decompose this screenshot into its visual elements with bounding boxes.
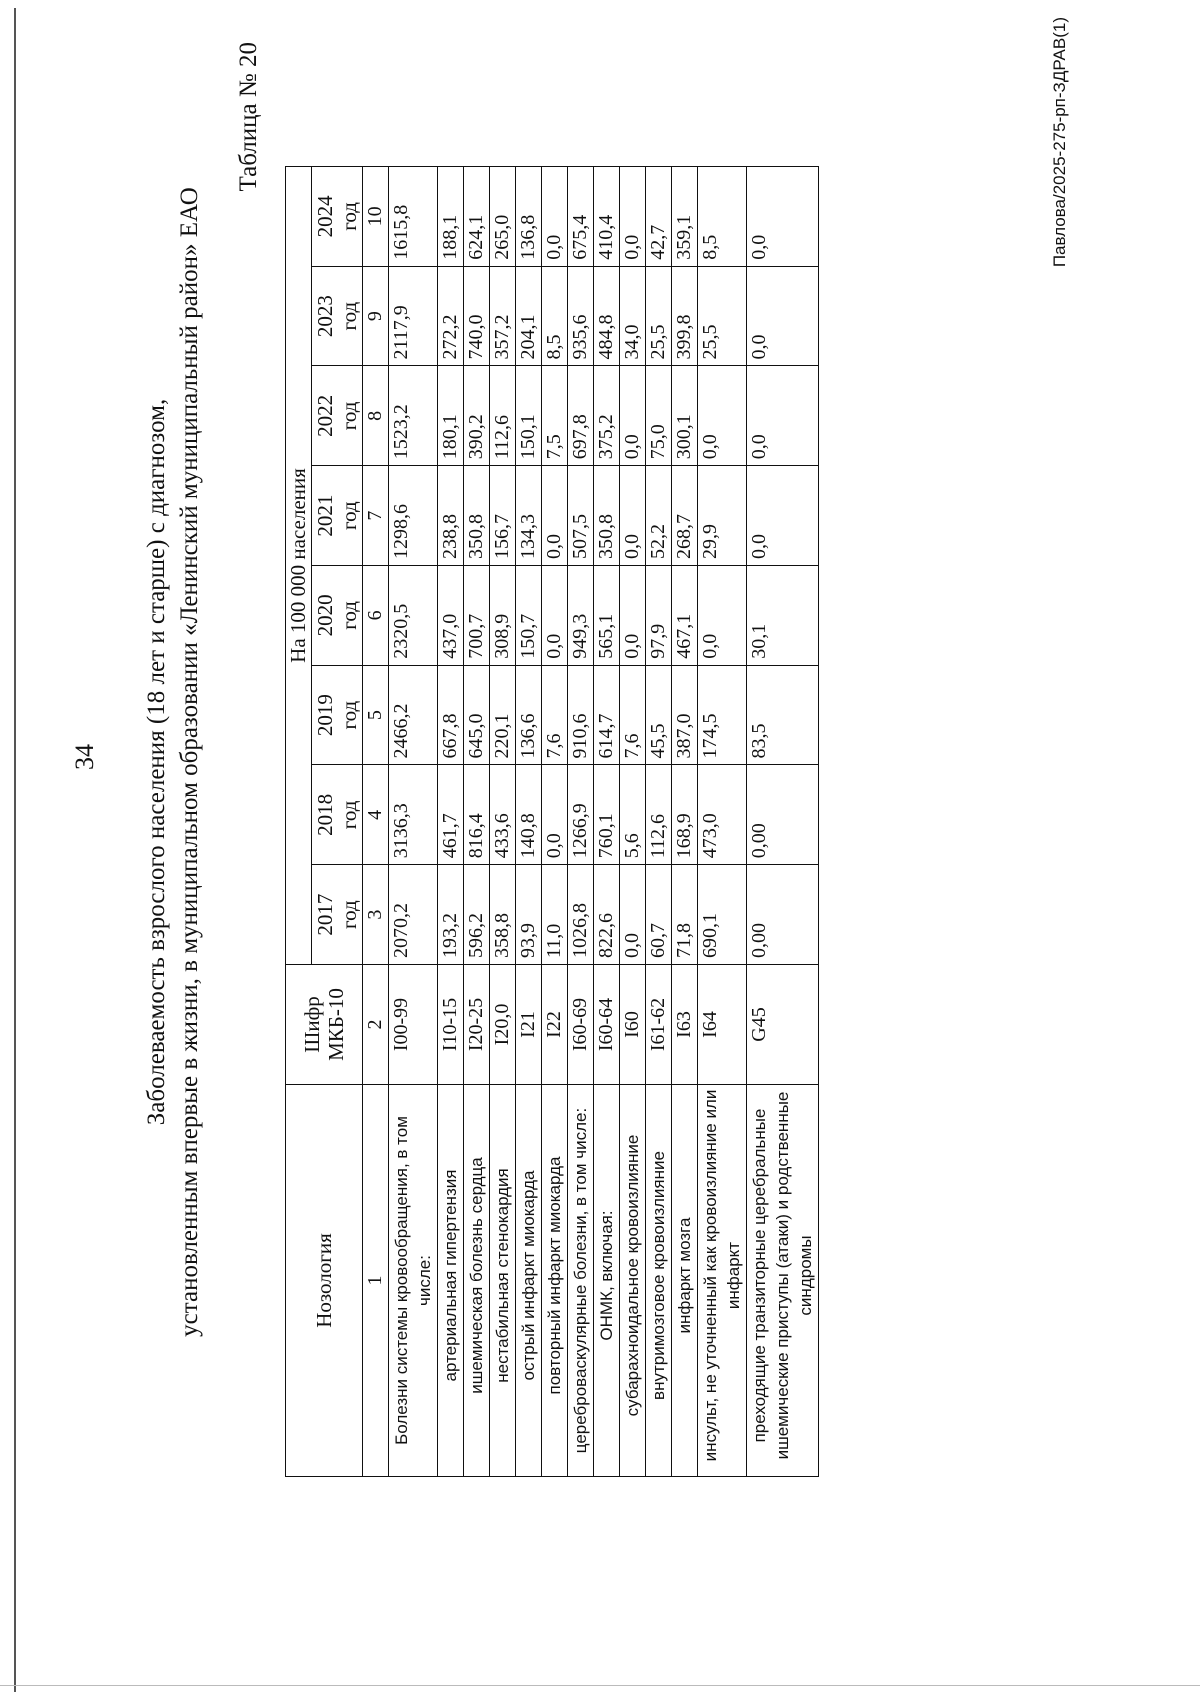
row-value: 1523,2 (389, 366, 438, 466)
row-nosology: цереброваскулярные болезни, в том числе: (568, 1085, 594, 1477)
table-row (620, 166, 646, 1476)
column-number-cell: 2 (363, 965, 389, 1085)
row-icd-code: I61-62 (646, 965, 672, 1085)
row-value: 42,7 (646, 166, 672, 266)
row-value: 700,7 (464, 566, 490, 666)
row-value: 174,5 (698, 665, 747, 765)
row-value: 697,8 (568, 366, 594, 466)
row-value: 204,1 (516, 266, 542, 366)
header-year-suffix: год (337, 501, 361, 530)
title-line-1: Заболеваемость взрослого населения (18 лет и старше) с диагнозом, (143, 398, 170, 1126)
header-year (312, 765, 363, 865)
header-year (312, 466, 363, 566)
row-value: 816,4 (464, 765, 490, 865)
row-value: 180,1 (438, 366, 464, 466)
header-year-suffix: год (337, 700, 361, 730)
row-icd-code: I60 (620, 965, 646, 1085)
row-value: 238,8 (438, 466, 464, 566)
row-value: 359,1 (672, 166, 698, 266)
row-value: 220,1 (490, 665, 516, 765)
row-value: 1026,8 (568, 865, 594, 965)
header-year-value: 2024 (313, 195, 337, 238)
row-value: 7,6 (620, 665, 646, 765)
row-value: 357,2 (490, 266, 516, 366)
column-number-cell: 3 (363, 865, 389, 965)
table-row (490, 166, 516, 1476)
row-value: 350,8 (464, 466, 490, 566)
row-value: 375,2 (594, 366, 620, 466)
header-row-group (286, 166, 312, 1476)
row-value: 614,7 (594, 665, 620, 765)
row-value: 156,7 (490, 466, 516, 566)
row-value: 387,0 (672, 665, 698, 765)
row-nosology: нестабильная стенокардия (490, 1085, 516, 1477)
row-value: 34,0 (620, 266, 646, 366)
header-row-numbers (363, 166, 389, 1476)
row-value: 507,5 (568, 466, 594, 566)
row-value: 433,6 (490, 765, 516, 865)
row-value: 624,1 (464, 166, 490, 266)
row-value: 822,6 (594, 865, 620, 965)
row-value: 193,2 (438, 865, 464, 965)
row-value: 268,7 (672, 466, 698, 566)
header-year-value: 2021 (313, 494, 337, 537)
column-number-cell: 7 (363, 466, 389, 566)
row-value: 0,0 (542, 765, 568, 865)
header-year-value: 2020 (313, 594, 337, 637)
row-value: 2466,2 (389, 665, 438, 765)
row-value: 0,0 (542, 166, 568, 266)
row-icd-code: I64 (698, 965, 747, 1085)
table-row (594, 166, 620, 1476)
row-value: 29,9 (698, 466, 747, 566)
row-value: 11,0 (542, 865, 568, 965)
column-number-cell: 6 (363, 566, 389, 666)
document-title (140, 12, 206, 1512)
table-row (464, 166, 490, 1476)
row-value: 60,7 (646, 865, 672, 965)
row-icd-code: I21 (516, 965, 542, 1085)
row-value: 690,1 (698, 865, 747, 965)
table-row (389, 166, 438, 1476)
row-value: 565,1 (594, 566, 620, 666)
row-value: 358,8 (490, 865, 516, 965)
row-value: 740,0 (464, 266, 490, 366)
row-value: 935,6 (568, 266, 594, 366)
row-nosology: острый инфаркт миокарда (516, 1085, 542, 1477)
row-value: 410,4 (594, 166, 620, 266)
row-value: 675,4 (568, 166, 594, 266)
row-nosology: внутримозговое кровоизлияние (646, 1085, 672, 1477)
row-value: 350,8 (594, 466, 620, 566)
row-value: 71,8 (672, 865, 698, 965)
column-number-cell: 10 (363, 166, 389, 266)
header-year-value: 2018 (313, 793, 337, 836)
row-value: 136,8 (516, 166, 542, 266)
header-year (312, 366, 363, 466)
header-icd-code (286, 965, 363, 1085)
row-icd-code: I00-99 (389, 965, 438, 1085)
row-value: 112,6 (646, 765, 672, 865)
row-value: 473,0 (698, 765, 747, 865)
row-icd-code: G45 (747, 965, 819, 1085)
row-value: 188,1 (438, 166, 464, 266)
table-row (438, 166, 464, 1476)
row-value: 8,5 (698, 166, 747, 266)
row-value: 97,9 (646, 566, 672, 666)
row-nosology: инфаркт мозга (672, 1085, 698, 1477)
row-value: 7,5 (542, 366, 568, 466)
row-value: 910,6 (568, 665, 594, 765)
header-year-suffix: год (337, 601, 361, 630)
row-value: 467,1 (672, 566, 698, 666)
row-value: 0,0 (620, 466, 646, 566)
table-row (698, 166, 747, 1476)
row-value: 75,0 (646, 366, 672, 466)
row-value: 52,2 (646, 466, 672, 566)
row-value: 0,0 (620, 566, 646, 666)
row-value: 0,0 (747, 266, 819, 366)
row-value: 0,00 (747, 765, 819, 865)
row-value: 168,9 (672, 765, 698, 865)
row-value: 0,0 (747, 466, 819, 566)
header-nosology: Нозология (286, 1085, 363, 1477)
row-value: 3136,3 (389, 765, 438, 865)
row-value: 760,1 (594, 765, 620, 865)
header-year (312, 865, 363, 965)
row-value: 93,9 (516, 865, 542, 965)
row-value: 134,3 (516, 466, 542, 566)
column-number-cell: 1 (363, 1085, 389, 1477)
table-row (747, 166, 819, 1476)
header-year-suffix: год (337, 900, 361, 929)
header-year (312, 566, 363, 666)
row-nosology: преходящие транзиторные церебральные ишемические приступы (атаки) и родственные синдромы (747, 1085, 819, 1477)
row-value: 0,0 (698, 366, 747, 466)
row-value: 645,0 (464, 665, 490, 765)
row-value: 667,8 (438, 665, 464, 765)
row-value: 0,0 (620, 166, 646, 266)
row-value: 30,1 (747, 566, 819, 666)
row-value: 1266,9 (568, 765, 594, 865)
row-value: 136,6 (516, 665, 542, 765)
row-value: 25,5 (646, 266, 672, 366)
row-value: 399,8 (672, 266, 698, 366)
row-icd-code: I63 (672, 965, 698, 1085)
header-year (312, 166, 363, 266)
row-icd-code: I10-15 (438, 965, 464, 1085)
row-value: 0,0 (620, 865, 646, 965)
row-value: 484,8 (594, 266, 620, 366)
row-nosology: повторный инфаркт миокарда (542, 1085, 568, 1477)
footer-code: Павлова/2025-275-рп-ЗДРАВ(1) (1050, 17, 1069, 268)
header-year-value: 2023 (313, 295, 337, 338)
row-value: 272,2 (438, 266, 464, 366)
row-value: 949,3 (568, 566, 594, 666)
row-value: 2320,5 (389, 566, 438, 666)
row-value: 83,5 (747, 665, 819, 765)
row-value: 390,2 (464, 366, 490, 466)
row-value: 0,0 (542, 466, 568, 566)
row-nosology: Болезни системы кровообращения, в том числе: (389, 1085, 438, 1477)
row-value: 461,7 (438, 765, 464, 865)
row-value: 0,0 (747, 366, 819, 466)
row-value: 2070,2 (389, 865, 438, 965)
header-year-value: 2022 (313, 394, 337, 437)
row-icd-code: I60-69 (568, 965, 594, 1085)
table-row (542, 166, 568, 1476)
row-icd-code: I22 (542, 965, 568, 1085)
table-row (568, 166, 594, 1476)
header-year-suffix: год (337, 301, 361, 331)
column-number-cell: 5 (363, 665, 389, 765)
row-nosology: инсульт, не уточненный как кровоизлияние или инфаркт (698, 1085, 747, 1477)
row-value: 265,0 (490, 166, 516, 266)
table-row (672, 166, 698, 1476)
row-nosology: ишемическая болезнь сердца (464, 1085, 490, 1477)
row-icd-code: I20-25 (464, 965, 490, 1085)
header-year-suffix: год (337, 800, 361, 830)
row-nosology: субарахноидальное кровоизлияние (620, 1085, 646, 1477)
row-value: 150,7 (516, 566, 542, 666)
row-value: 308,9 (490, 566, 516, 666)
row-value: 5,6 (620, 765, 646, 865)
row-value: 1615,8 (389, 166, 438, 266)
row-value: 2117,9 (389, 266, 438, 366)
header-icd-code-line2: МКБ-10 (324, 988, 348, 1061)
row-value: 0,0 (620, 366, 646, 466)
table-row (646, 166, 672, 1476)
header-year-suffix: год (337, 401, 361, 431)
row-value: 0,0 (747, 166, 819, 266)
page-number: 34 (70, 744, 99, 770)
row-icd-code: I60-64 (594, 965, 620, 1085)
row-icd-code: I20,0 (490, 965, 516, 1085)
row-value: 1298,6 (389, 466, 438, 566)
header-year (312, 665, 363, 765)
morbidity-table (285, 166, 819, 1477)
row-value: 150,1 (516, 366, 542, 466)
row-nosology: ОНМК, включая: (594, 1085, 620, 1477)
row-value: 596,2 (464, 865, 490, 965)
row-value: 437,0 (438, 566, 464, 666)
header-per-100000: На 100 000 населения (286, 166, 312, 964)
table-body (389, 166, 819, 1476)
title-line-2: установленным впервые в жизни, в муниципальном образовании «Ленинский муниципальный район» ЕАО (176, 187, 203, 1337)
column-number-cell: 8 (363, 366, 389, 466)
header-year-value: 2019 (313, 694, 337, 737)
header-year-value: 2017 (313, 893, 337, 936)
header-icd-code-line1: Шифр (300, 996, 324, 1053)
column-number-cell: 4 (363, 765, 389, 865)
row-value: 8,5 (542, 266, 568, 366)
row-value: 7,6 (542, 665, 568, 765)
row-value: 112,6 (490, 366, 516, 466)
header-year (312, 266, 363, 366)
row-value: 25,5 (698, 266, 747, 366)
row-value: 300,1 (672, 366, 698, 466)
row-value: 45,5 (646, 665, 672, 765)
row-nosology: артериальная гипертензия (438, 1085, 464, 1477)
row-value: 0,0 (698, 566, 747, 666)
header-year-suffix: год (337, 202, 361, 231)
table-label: Таблица № 20 (235, 42, 262, 192)
row-value: 140,8 (516, 765, 542, 865)
row-value: 0,00 (747, 865, 819, 965)
row-value: 0,0 (542, 566, 568, 666)
column-number-cell: 9 (363, 266, 389, 366)
table-row (516, 166, 542, 1476)
